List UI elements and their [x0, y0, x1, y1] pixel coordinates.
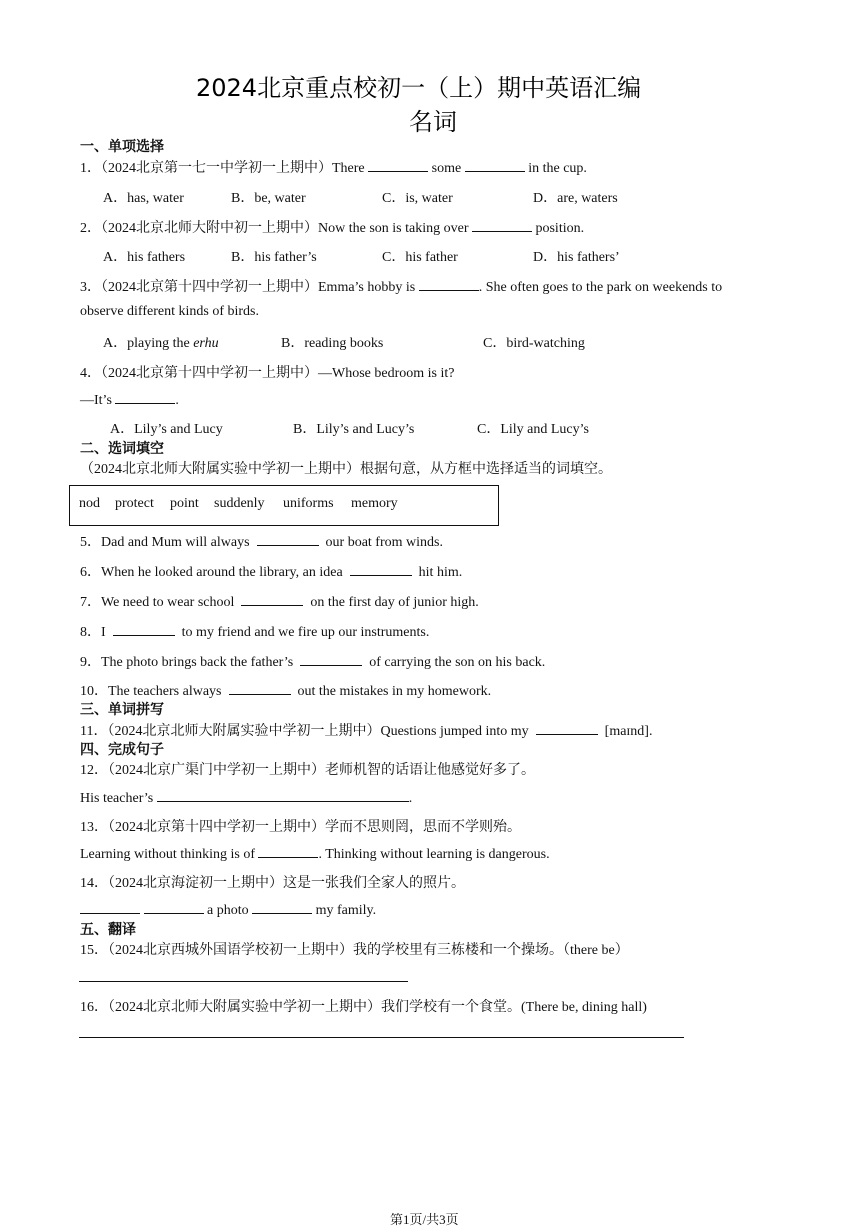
- question-8-stem: 8．I: [80, 625, 106, 640]
- answer-blank[interactable]: [536, 722, 598, 735]
- option-d[interactable]: D．his fathers’: [533, 250, 620, 265]
- word-box-item: uniforms: [283, 496, 334, 511]
- question-3-stem: 3．（2024北京第十四中学初一上期中）Emma’s hobby is: [80, 280, 416, 295]
- answer-line[interactable]: [79, 1037, 684, 1038]
- question-6-text: hit him.: [418, 565, 463, 580]
- answer-blank[interactable]: [115, 391, 175, 404]
- word-box-item: nod: [79, 496, 100, 511]
- option-c[interactable]: C．bird-watching: [483, 336, 585, 351]
- answer-blank[interactable]: [350, 563, 412, 576]
- option-a[interactable]: [103, 332, 219, 352]
- option-a-text: A．playing the: [103, 336, 194, 351]
- question-4-line-2: [80, 391, 179, 409]
- option-a[interactable]: A．has, water: [103, 191, 184, 206]
- option-b[interactable]: B．Lily’s and Lucy’s: [293, 422, 415, 437]
- question-7-stem: 7．We need to wear school: [80, 595, 235, 610]
- option-c[interactable]: C．Lily and Lucy’s: [477, 422, 589, 437]
- question-1-text: in the cup.: [528, 161, 587, 176]
- question-11: [80, 720, 652, 740]
- answer-blank[interactable]: [257, 533, 319, 546]
- question-4-text: —It’s: [80, 393, 112, 408]
- question-14-line-2: [80, 901, 376, 919]
- answer-blank[interactable]: [465, 159, 525, 172]
- answer-blank[interactable]: [229, 682, 291, 695]
- option-a-italic: erhu: [193, 336, 219, 351]
- answer-blank[interactable]: [80, 901, 140, 914]
- answer-line[interactable]: [79, 981, 408, 982]
- question-5: [80, 531, 443, 551]
- option-c[interactable]: C．is, water: [382, 191, 453, 206]
- question-2: [80, 217, 584, 237]
- question-9: [80, 651, 545, 671]
- option-b[interactable]: B．reading books: [281, 336, 384, 351]
- question-12: 12．（2024北京广渠门中学初一上期中）老师机智的话语让他感觉好多了。: [80, 763, 535, 778]
- question-3-text: . She often goes to the park on weekends to: [478, 280, 723, 295]
- answer-blank[interactable]: [113, 623, 175, 636]
- answer-blank[interactable]: [258, 845, 318, 858]
- section-heading-1: 一、单项选择: [80, 139, 164, 155]
- answer-blank[interactable]: [241, 593, 303, 606]
- page-footer: 第1页/共3页: [390, 1212, 459, 1227]
- word-box-item: protect: [115, 496, 154, 511]
- answer-blank[interactable]: [252, 901, 312, 914]
- question-6-stem: 6．When he looked around the library, an idea: [80, 565, 343, 580]
- question-14-text: a photo: [207, 903, 249, 918]
- answer-blank[interactable]: [472, 219, 532, 232]
- page-subtitle: 名词: [409, 108, 457, 136]
- question-1-stem: 1．（2024北京第一七一中学初一上期中）There: [80, 161, 365, 176]
- question-2-text: position.: [535, 221, 585, 236]
- question-4: 4．（2024北京第十四中学初一上期中）—Whose bedroom is it?: [80, 366, 455, 381]
- answer-blank[interactable]: [300, 653, 362, 666]
- question-3-line-2: observe different kinds of birds.: [80, 304, 259, 319]
- page-title: 2024北京重点校初一（上）期中英语汇编: [196, 74, 642, 102]
- question-10: [80, 680, 491, 700]
- question-13-text: Learning without thinking is of: [80, 847, 255, 862]
- question-9-stem: 9．The photo brings back the father’s: [80, 655, 294, 670]
- word-box-item: point: [170, 496, 199, 511]
- section-2-instructions: （2024北京北师大附属实验中学初一上期中）根据句意，从方框中选择适当的词填空。: [80, 462, 612, 477]
- section-heading-3: 三、单词拼写: [80, 702, 164, 718]
- answer-blank[interactable]: [157, 789, 409, 802]
- question-4-text: .: [175, 393, 179, 408]
- question-15: 15．（2024北京西城外国语学校初一上期中）我的学校里有三栋楼和一个操场。（there be）: [80, 943, 629, 958]
- question-10-stem: 10．The teachers always: [80, 684, 222, 699]
- question-1: [80, 157, 587, 177]
- section-heading-2: 二、选词填空: [80, 441, 164, 457]
- question-11-text: [maɪnd].: [604, 724, 653, 739]
- option-d[interactable]: D．are, waters: [533, 191, 618, 206]
- option-b[interactable]: B．be, water: [231, 191, 306, 206]
- answer-blank[interactable]: [368, 159, 428, 172]
- question-1-text: some: [431, 161, 462, 176]
- question-6: [80, 561, 462, 581]
- question-12-line-2: [80, 789, 412, 807]
- option-b[interactable]: B．his father’s: [231, 250, 317, 265]
- question-5-text: our boat from winds.: [325, 535, 443, 550]
- question-13-line-2: [80, 845, 550, 863]
- question-14-text: my family.: [315, 903, 377, 918]
- option-a[interactable]: A．Lily’s and Lucy: [110, 422, 223, 437]
- question-11-stem: 11．（2024北京北师大附属实验中学初一上期中）Questions jumped into my: [80, 724, 529, 739]
- word-box-item: suddenly: [214, 496, 265, 511]
- option-a[interactable]: A．his fathers: [103, 250, 186, 265]
- question-8-text: to my friend and we fire up our instruments.: [181, 625, 430, 640]
- word-box-item: memory: [351, 496, 398, 511]
- question-8: [80, 621, 429, 641]
- question-7: [80, 591, 479, 611]
- option-c[interactable]: C．his father: [382, 250, 458, 265]
- section-heading-4: 四、完成句子: [80, 742, 164, 758]
- section-heading-5: 五、翻译: [80, 922, 136, 938]
- question-14: 14．（2024北京海淀初一上期中）这是一张我们全家人的照片。: [80, 876, 465, 891]
- question-7-text: on the first day of junior high.: [310, 595, 479, 610]
- question-9-text: of carrying the son on his back.: [369, 655, 546, 670]
- answer-blank[interactable]: [144, 901, 204, 914]
- question-2-stem: 2．（2024北京北师大附中初一上期中）Now the son is taking over: [80, 221, 469, 236]
- question-16: 16．（2024北京北师大附属实验中学初一上期中）我们学校有一个食堂。(There be, dining hall): [80, 1000, 647, 1015]
- question-5-stem: 5．Dad and Mum will always: [80, 535, 250, 550]
- answer-blank[interactable]: [419, 278, 479, 291]
- question-10-text: out the mistakes in my homework.: [297, 684, 492, 699]
- word-box: [69, 485, 499, 526]
- question-3: [80, 276, 722, 296]
- question-13-text: . Thinking without learning is dangerous.: [318, 847, 550, 862]
- question-12-text: .: [408, 791, 413, 806]
- question-13: 13．（2024北京第十四中学初一上期中）学而不思则罔，思而不学则殆。: [80, 820, 521, 835]
- question-12-text: His teacher’s: [80, 791, 154, 806]
